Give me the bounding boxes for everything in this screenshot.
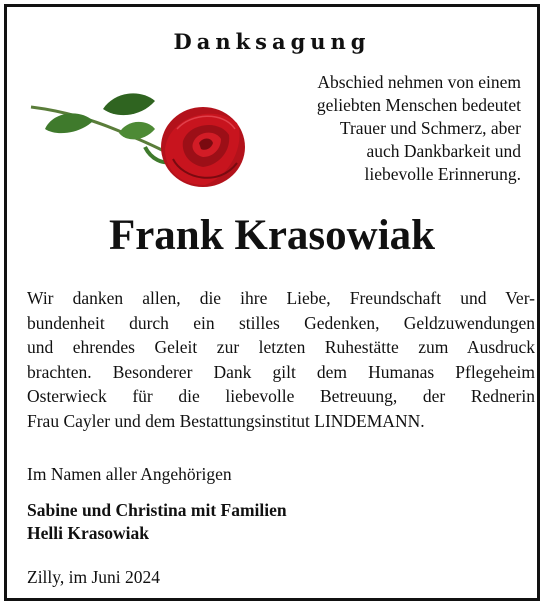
motto-text (221, 71, 521, 186)
motto-line: auch Dankbarkeit und (366, 141, 521, 161)
motto-line: Abschied nehmen von einem (317, 72, 521, 92)
deceased-name: Frank Krasowiak (108, 212, 436, 259)
signer-name: Helli Krasowiak (27, 523, 150, 543)
body-line: Osterwieck für die liebevolle Betreuung, der Rednerin (27, 386, 535, 406)
signers-block (27, 499, 287, 545)
notice-heading: Danksagung (173, 29, 371, 54)
motto-line: Trauer und Schmerz, aber (339, 118, 521, 138)
body-line: Frau Cayler und dem Bestattungsinstitut LINDEMANN. (27, 410, 425, 431)
body-line: brachten. Besonderer Dank gilt dem Humanas Pflegeheim (27, 361, 535, 382)
body-line: und ehrendes Geleit zur letzten Ruhestätte zum Ausdruck (27, 337, 535, 357)
notice-frame (4, 4, 540, 601)
thanks-paragraph (27, 286, 535, 433)
body-line: Wir danken allen, die ihre Liebe, Freundschaft und Ver- (27, 288, 535, 308)
rose-icon (23, 89, 253, 199)
signer-name: Sabine und Christina mit Familien (27, 500, 287, 520)
place-date: Zilly, im Juni 2024 (27, 567, 161, 587)
motto-line: geliebten Menschen bedeutet (316, 95, 521, 115)
motto-line: liebevolle Erinnerung. (364, 164, 521, 184)
closing-line: Im Namen aller Angehörigen (27, 464, 232, 484)
body-line: bundenheit durch ein stilles Gedenken, Geldzuwendungen (27, 312, 535, 333)
